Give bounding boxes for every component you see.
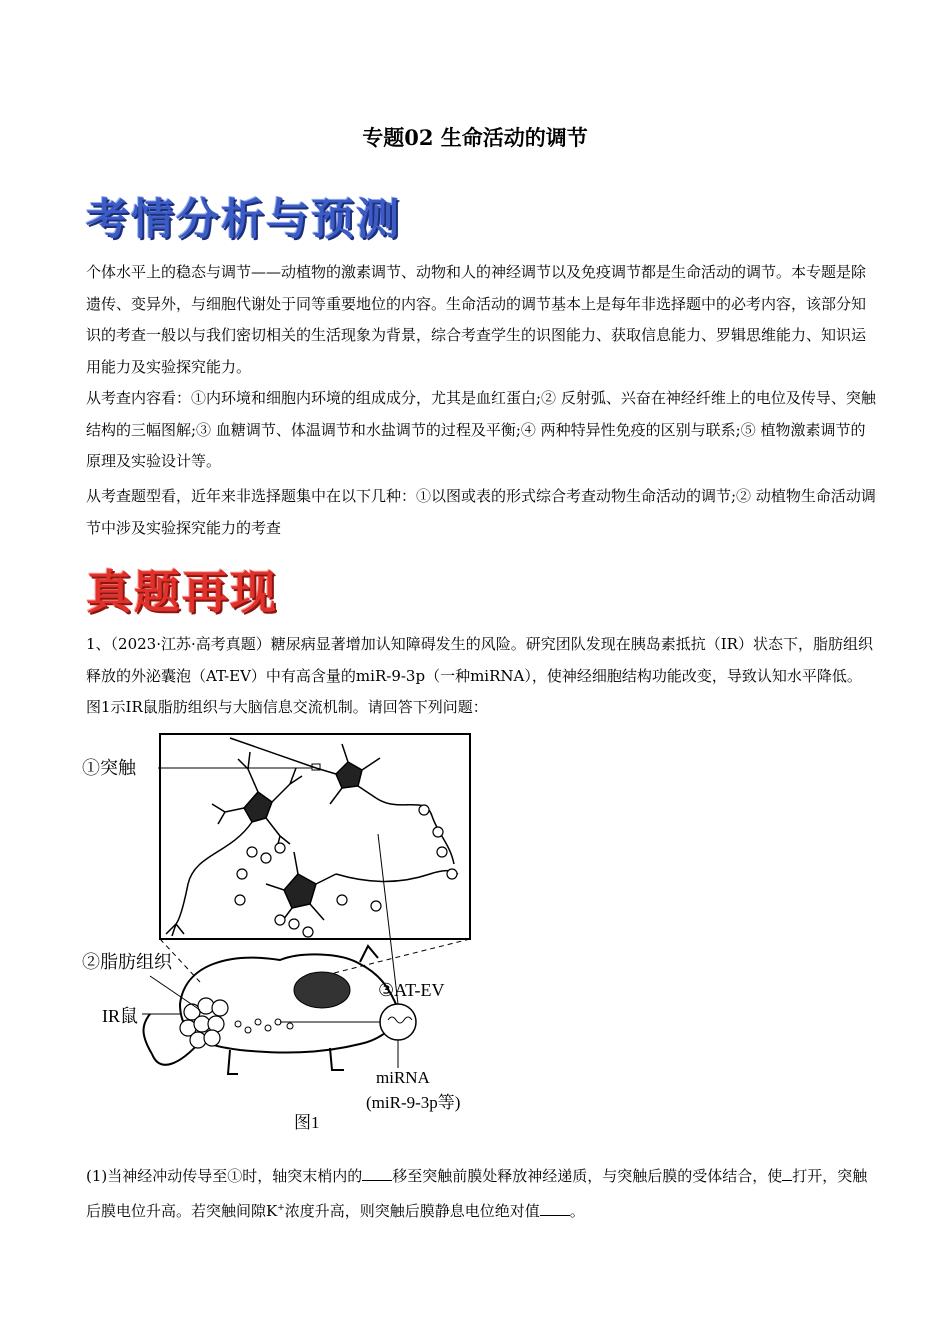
answer-blank-1[interactable] [362, 1166, 392, 1181]
vesicles-blood [235, 1019, 293, 1033]
brain-tissue-box [160, 734, 470, 939]
figure-1-drawing [80, 724, 500, 1132]
adipose-leader [150, 976, 200, 1010]
figure-caption: 图1 [294, 1113, 320, 1132]
answer-blank-3[interactable] [540, 1201, 570, 1216]
label-adipose: ②脂肪组织 [82, 952, 172, 972]
answer-blank-2[interactable] [782, 1166, 792, 1181]
adipose-cluster [180, 998, 228, 1048]
subq1-text-e: 。 [569, 1201, 585, 1220]
label-atev: ③AT-EV [378, 980, 445, 1000]
content-paragraph: 从考查内容看：①内环境和细胞内环境的组成成分，尤其是血红蛋白;② 反射弧、兴奋在神经纤维上的电位及传导、突触结构的三幅图解;③ 血糖调节、体温调节和水盐调节的过程及平衡;④ 两种特异性免疫的区别与联系;⑤ 植物激素调节的原理及实验设计等。 [86, 389, 876, 470]
label-mirna: miRNA [376, 1068, 430, 1087]
label-ir-mouse: IR鼠 [102, 1006, 138, 1026]
intro-paragraph: 个体水平上的稳态与调节——动植物的激素调节、动物和人的神经调节以及免疫调节都是生命活动的调节。本专题是除遗传、变异外，与细胞代谢处于同等重要地位的内容。生命活动的调节基本上是每年非选择题中的必考内容，该部分知识的考查一般以与我们密切相关的生活现象为背景，综合考查学生的识图能力、获取信息能力、罗辑思维能力、知识运用能力及实验探究能力。 [86, 263, 867, 376]
label-synapse: ①突触 [82, 758, 136, 778]
sub-question-1 [86, 1161, 876, 1227]
subq1-text-d: 浓度升高，则突触后膜静息电位绝对值 [284, 1201, 540, 1220]
neuron-bottom [266, 852, 458, 924]
brain-blob [294, 972, 350, 1008]
zoom-line-right [330, 939, 470, 974]
subq1-text-c: 打开，突触后膜电位升高。若突触间隙K [86, 1167, 868, 1220]
banner-analysis: 考情分析与预测 [86, 195, 401, 245]
page-title: 专题02 生命活动的调节 [362, 125, 588, 150]
subq1-text-a: (1)当神经冲动传导至①时，轴突末梢内的 [86, 1167, 363, 1185]
figure-1 [80, 724, 500, 1132]
banner-real-questions: 真题再现 [86, 565, 278, 619]
vesicles-tissue [235, 805, 457, 937]
type-paragraph: 从考查题型看，近年来非选择题集中在以下几种：①以图或表的形式综合考查动物生命活动的调节;② 动植物生命活动调节中涉及实验探究能力的考查 [86, 487, 876, 537]
mouse-body [144, 946, 399, 1074]
label-mir93p: (miR-9-3p等) [366, 1093, 461, 1112]
question-1-text: 1、（2023·江苏·高考真题）糖尿病显著增加认知障碍发生的风险。研究团队发现在胰岛素抵抗（IR）状态下，脂肪组织释放的外泌囊泡（AT-EV）中有高含量的miR-9-3p（一种miRNA），使神经细胞结构功能改变，导致认知水平降低。图1示IR鼠脂肪组织与大脑信息交流机制。请回答下列问题： [86, 635, 873, 716]
subq1-text-b: 移至突触前膜处释放神经递质，与突触后膜的受体结合，使 [392, 1167, 783, 1185]
subq1-superscript: + [277, 1202, 285, 1213]
